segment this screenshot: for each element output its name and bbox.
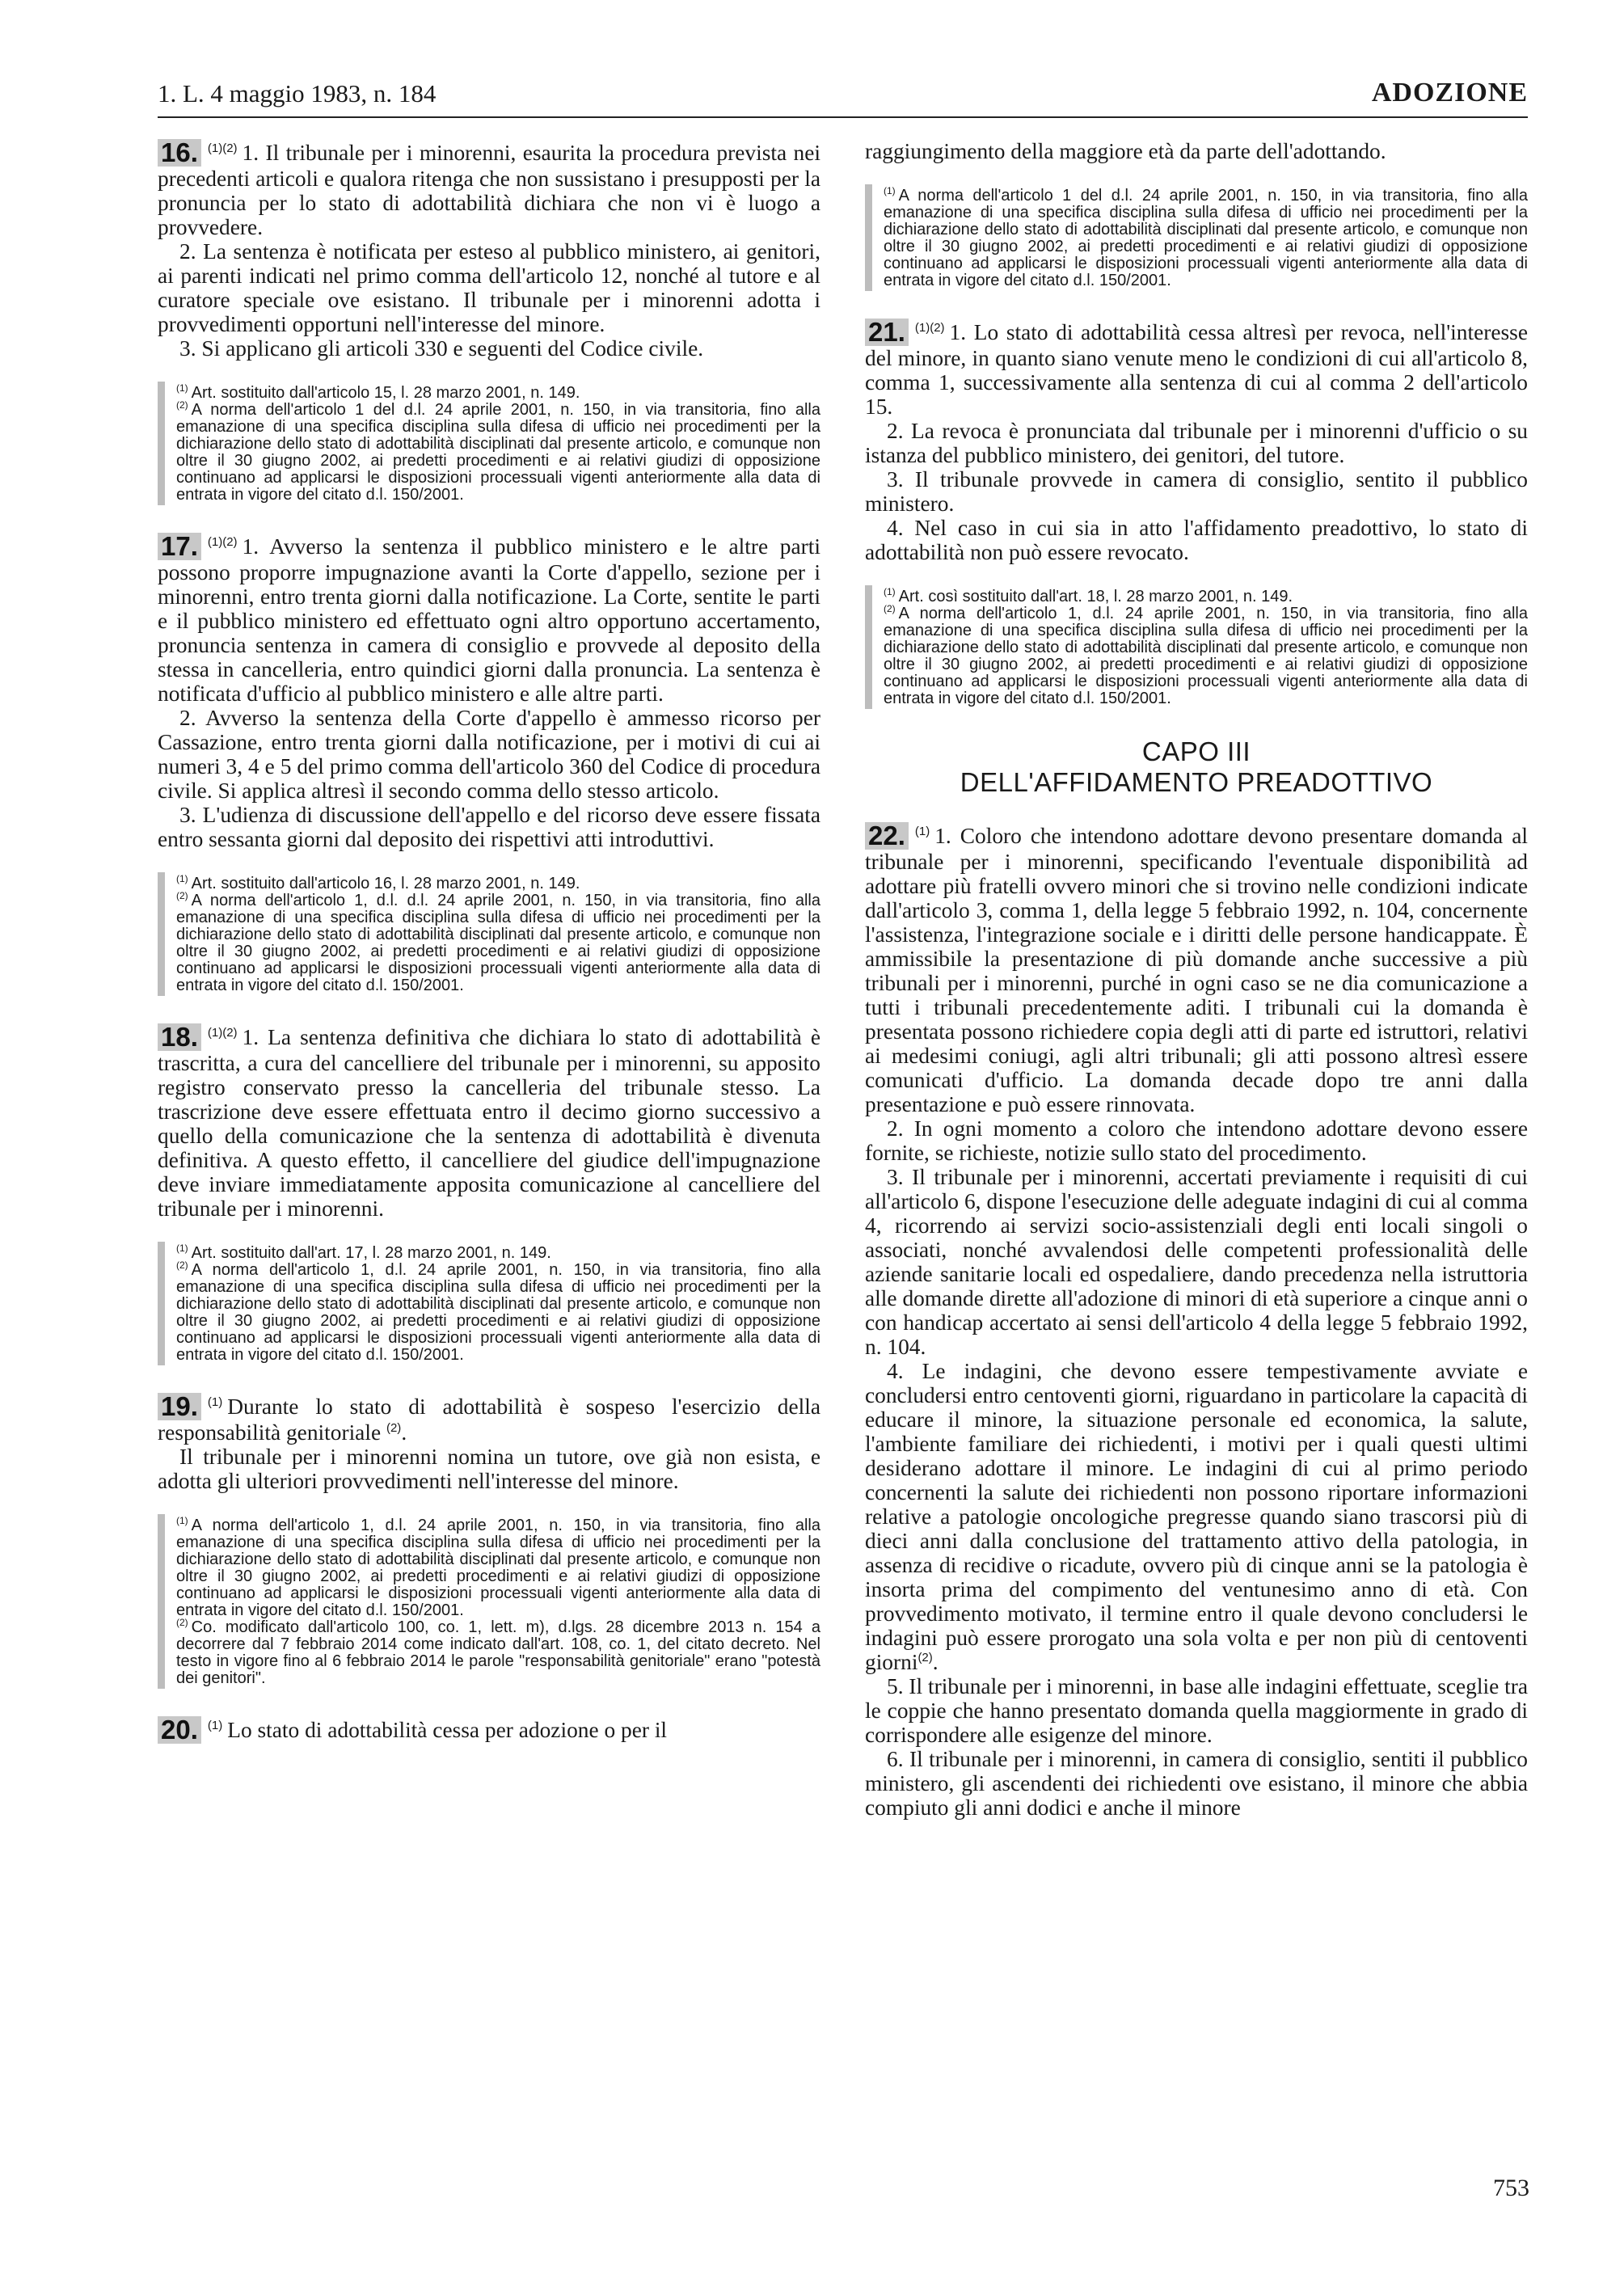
article-17 xyxy=(158,533,820,996)
footnote-text: A norma dell'articolo 1, d.l. 24 aprile 2001, n. 150, in via transitoria, fino alla emanazione di una specifica disciplina sulla difesa di ufficio nei procedimenti per la dichiarazione dello stato di adottabilità disciplinati dal presente articolo, e comunque non oltre il 30 giugno 2002, ai predetti procedimenti e ai relativi giudizi di opposizione continuano ad applicarsi le disposizioni processuali vigenti anteriormente alla data di entrata in vigore del citato d.l. 150/2001. xyxy=(176,1261,820,1364)
paragraph-text: Durante lo stato di adottabilità è sospeso l'esercizio della responsabilità genitoriale xyxy=(158,1394,820,1445)
footnotes-box xyxy=(158,1514,820,1689)
article-number: 17. xyxy=(158,533,201,560)
footnote-text: A norma dell'articolo 1 del d.l. 24 aprile 2001, n. 150, in via transitoria, fino alla emanazione di una specifica disciplina sulla difesa di ufficio nei procedimenti per la dichiarazione dello stato di adottabilità disciplinati dal presente articolo, e comunque non oltre il 30 giugno 2002, ai predetti procedimenti e ai relativi giudizi di opposizione continuano ad applicarsi le disposizioni processuali vigenti anteriormente alla data di entrata in vigore del citato d.l. 150/2001. xyxy=(884,187,1528,289)
article-paragraph: 3. L'udienza di discussione dell'appello e del ricorso deve essere fissata entro sessanta giorni dal deposito dei rispettivi atti introduttivi. xyxy=(158,803,820,851)
footnote-text: Art. sostituito dall'articolo 16, l. 28 marzo 2001, n. 149. xyxy=(191,875,580,892)
article-paragraph: 2. In ogni momento a coloro che intendono adottare devono essere fornite, se richieste, notizie sullo stato del procedimento. xyxy=(865,1116,1528,1165)
article-paragraph: 3. Il tribunale per i minorenni, accertati previamente i requisiti di cui all'articolo 6, dispone l'esecuzione delle adeguate indagini di cui al comma 4, ricorrendo ai servizi socio-assistenziali degli enti locali singoli o associati, nonché avvalendosi delle competenti professionalità delle aziende sanitarie locali ed ospedaliere, dando precedenza nella istruttoria alle domande dirette all'adozione di minori di età superiore a cinque anni o con handicap accertato ai sensi dell'articolo 4 della legge 5 febbraio 1992, n. 104. xyxy=(865,1165,1528,1359)
article-paragraph: 4. Le indagini, che devono essere tempestivamente avviate e concludersi entro centoventi giorni, riguardano in particolare la capacità di educare il minore, la situazione personale ed economica, la salute, l'ambiente familiare dei richiedenti, i motivi per i quali questi ultimi desiderano adottare il minore. Le indagini di cui al primo periodo concernenti la salute dei richiedenti non possono riportare informazioni relative a patologie oncologiche pregresse quando siano trascorsi più di dieci anni dalla conclusione del trattamento attivo della patologia, in assenza di recidive o ricadute, ovvero più di cinque anni se la patologia è insorta prima del compimento del ventunesimo anno di età. Con provvedimento motivato, il termine entro il quale devono concludersi le indagini può essere prorogato una sola volta e per non più di centoventi giorni$^{(2)}$. xyxy=(865,1359,1528,1674)
right-column xyxy=(865,139,1528,1847)
article-21 xyxy=(865,319,1528,709)
footnote-marker: (1) xyxy=(176,1243,188,1255)
footnote-ref: (1)(2) xyxy=(207,141,238,155)
footnote xyxy=(884,605,1528,707)
article-22 xyxy=(865,822,1528,1820)
paragraph-text: 1. Coloro che intendono adottare devono presentare domanda al tribunale per i minorenni, specificando l'eventuale disponibilità ad adottare più fratelli ovvero minori che si trovino nelle condizioni indicate dall'articolo 3, comma 1, della legge 5 febbraio 1992, n. 104, concernente l'assistenza, l'integrazione sociale e i diritti delle persone handicappate. È ammissibile la presentazione di più domande anche successive a più tribunali per i minorenni, purché in ogni caso se ne dia comunicazione a tutti i tribunali precedentemente aditi. I tribunali cui la domanda è presentata possono richiedere copia degli atti di parte ed istruttori, relativi ai medesimi coniugi, agli altri tribunali; gli atti possono altresì essere comunicati d'ufficio. La domanda decade dopo tre anni dalla presentazione e può essere rinnovata. xyxy=(865,824,1528,1116)
page-number: 753 xyxy=(1493,2175,1529,2201)
article-number: 18. xyxy=(158,1023,201,1051)
article-paragraph xyxy=(865,319,1528,419)
footnote xyxy=(176,382,820,402)
header-law-title: 1. L. 4 maggio 1983, n. 184 xyxy=(158,79,437,108)
article-number: 19. xyxy=(158,1393,201,1420)
paragraph-text: 1. Lo stato di adottabilità cessa altresì per revoca, nell'interesse del minore, in quanto siano venute meno le condizioni di cui all'articolo 8, comma 1, successivamente alla sentenza di cui al comma 2 dell'articolo 15. xyxy=(865,320,1528,419)
article-paragraph: 3. Si applicano gli articoli 330 e seguenti del Codice civile. xyxy=(179,336,704,361)
footnote-ref: (1) xyxy=(914,824,930,838)
paragraph-text: 1. La sentenza definitiva che dichiara lo stato di adottabilità è trascritta, a cura del cancelliere del tribunale per i minorenni, su apposito registro conservato presso la cancelleria del tribunale stesso. La trascrizione deve essere effettuata entro il decimo giorno successivo a quello della comunicazione che la sentenza di adottabilità è divenuta definitiva. A questo effetto, il cancelliere del giudice dell'impugnazione deve inviare immediatamente apposita comunicazione al cancelliere del tribunale per i minorenni. xyxy=(158,1025,820,1221)
footnote xyxy=(176,875,820,892)
footnote-marker: (2) xyxy=(176,1259,188,1272)
article-number: 20. xyxy=(158,1716,201,1744)
footnotes-box xyxy=(865,184,1528,291)
footnotes-box xyxy=(865,585,1528,709)
article-number: 16. xyxy=(158,139,201,167)
footnote-ref: (1) xyxy=(207,1394,223,1409)
footnote-text: Art. sostituito dall'art. 17, l. 28 marzo 2001, n. 149. xyxy=(191,1244,551,1262)
article-16 xyxy=(158,139,820,505)
footnote-ref: (1)(2) xyxy=(914,320,945,335)
chapter-title: DELL'AFFIDAMENTO PREADOTTIVO xyxy=(960,767,1433,797)
footnote-text: Co. modificato dall'articolo 100, co. 1, lett. m), d.lgs. 28 dicembre 2013 n. 154 a decorrere dal 7 febbraio 2014 come indicato dall'art. 108, co. 1, del citato decreto. Nel testo in vigore fino al 6 febbraio 2014 le parole "responsabilità genitoriale" erano "potestà dei genitori". xyxy=(176,1618,820,1687)
chapter-heading xyxy=(865,736,1528,798)
article-paragraph: raggiungimento della maggiore età da parte dell'adottando. xyxy=(865,139,1386,163)
article-20 xyxy=(158,1716,820,1744)
footnote xyxy=(884,185,1528,289)
footnote-marker: (2) xyxy=(176,1617,188,1629)
article-number: 21. xyxy=(865,319,909,346)
article-18 xyxy=(158,1023,820,1365)
paragraph-text: 4. Le indagini, che devono essere tempestivamente avviate e concludersi entro centoventi giorni, riguardano in particolare la capacità di educare il minore, la situazione personale ed economica, la salute, l'ambiente familiare dei richiedenti, i motivi per i quali questi ultimi desiderano adottare il minore. Le indagini di cui al primo periodo concernenti la salute dei richiedenti non possono riportare informazioni relative a patologie oncologiche pregresse quando siano trascorsi più di dieci anni dalla conclusione del trattamento attivo della patologia, in assenza di recidive o ricadute, ovvero più di cinque anni se la patologia è insorta prima del compimento del ventunesimo anno di età. Con provvedimento motivato, il termine entro il quale devono concludersi le indagini può essere prorogato una sola volta e per non più di centoventi giorni xyxy=(865,1359,1528,1674)
article-paragraph: 5. Il tribunale per i minorenni, in base alle indagini effettuate, sceglie tra le coppie che hanno presentato domanda quella maggiormente in grado di corrispondere alle esigenze del minore. xyxy=(865,1674,1528,1747)
article-paragraph: 2. La sentenza è notificata per esteso al pubblico ministero, ai genitori, ai parenti indicati nel primo comma dell'articolo 12, nonché al tutore e al curatore speciale ove esistano. Il tribunale per i minorenni adotta i provvedimenti opportuni nell'interesse del minore. xyxy=(158,239,820,336)
article-paragraph: 4. Nel caso in cui sia in atto l'affidamento preadottivo, lo stato di adottabilità non può essere revocato. xyxy=(865,516,1528,564)
footnote xyxy=(176,399,820,504)
footnotes-box xyxy=(158,382,820,505)
header-section-title: ADOZIONE xyxy=(1371,78,1528,108)
footnote-marker: (2) xyxy=(176,890,188,902)
article-paragraph xyxy=(865,822,1528,1116)
paragraph-text: 1. Il tribunale per i minorenni, esaurita la procedura prevista nei precedenti articoli e qualora ritenga che non sussistano i presupposti per la pronuncia per lo stato di adottabilità dichiara che non vi è luogo a provvedere. xyxy=(158,141,820,239)
article-paragraph: 19. $^{(1)}$ Durante lo stato di adottabilità è sospeso l'esercizio della responsabilità genitoriale $^{(2)}$. xyxy=(158,1391,820,1445)
article-paragraph xyxy=(158,1023,820,1221)
footnote-marker: (1) xyxy=(176,382,188,394)
footnote xyxy=(176,1619,820,1687)
article-paragraph: 6. Il tribunale per i minorenni, in camera di consiglio, sentiti il pubblico ministero, gli ascendenti dei richiedenti ove esistano, il minore che abbia compiuto gli anni dodici e anche il minore xyxy=(865,1747,1528,1820)
footnote-text: Art. così sostituito dall'art. 18, l. 28 marzo 2001, n. 149. xyxy=(898,588,1293,605)
article-paragraph: 3. Il tribunale provvede in camera di consiglio, sentito il pubblico ministero. xyxy=(865,467,1528,516)
footnote-marker: (2) xyxy=(176,399,188,411)
footnote-text: A norma dell'articolo 1 del d.l. 24 aprile 2001, n. 150, in via transitoria, fino alla emanazione di una specifica disciplina sulla difesa di ufficio nei procedimenti per la dichiarazione dello stato di adottabilità disciplinati dal presente articolo, e comunque non oltre il 30 giugno 2002, ai predetti procedimenti e ai relativi giudizi di opposizione continuano ad applicarsi le disposizioni processuali vigenti anteriormente alla data di entrata in vigore del citato d.l. 150/2001. xyxy=(176,401,820,504)
article-paragraph xyxy=(158,533,820,706)
chapter-number: CAPO III xyxy=(1141,736,1251,766)
footnote xyxy=(176,1517,820,1619)
footnote-text: Art. sostituito dall'articolo 15, l. 28 marzo 2001, n. 149. xyxy=(191,384,580,402)
footnote-marker: (2) xyxy=(884,603,896,615)
paragraph-text: 1. Avverso la sentenza il pubblico ministero e le altre parti possono proporre impugnazione avanti la Corte d'appello, sezione per i minorenni, entro trenta giorni dalla notificazione. La Corte, sentite le parti e il pubblico ministero ed effettuato ogni altro opportuno accertamento, pronuncia sentenza in camera di consiglio e provvede al deposito della stessa in cancelleria, entro quindici giorni dalla pronuncia. La sentenza è notificata d'ufficio al pubblico ministero e alle altre parti. xyxy=(158,534,820,706)
article-20-continuation xyxy=(865,139,1528,291)
running-header xyxy=(158,74,1528,118)
article-paragraph: 2. Avverso la sentenza della Corte d'appello è ammesso ricorso per Cassazione, entro trenta giorni dalla notificazione, per i motivi di cui ai numeri 3, 4 e 5 del primo comma dell'articolo 360 del Codice di procedura civile. Si applica altresì il secondo comma dello stesso articolo. xyxy=(158,706,820,803)
footnote-text: A norma dell'articolo 1, d.l. 24 aprile 2001, n. 150, in via transitoria, fino alla emanazione di una specifica disciplina sulla difesa di ufficio nei procedimenti per la dichiarazione dello stato di adottabilità disciplinati dal presente articolo, e comunque non oltre il 30 giugno 2002, ai predetti procedimenti e ai relativi giudizi di opposizione continuano ad applicarsi le disposizioni processuali vigenti anteriormente alla data di entrata in vigore del citato d.l. 150/2001. xyxy=(176,1517,820,1619)
paragraph-text: Lo stato di adottabilità cessa per adozione o per il xyxy=(227,1718,668,1742)
footnote xyxy=(176,1259,820,1364)
article-paragraph xyxy=(158,139,820,239)
footnote xyxy=(176,1245,820,1262)
footnote-ref: (1)(2) xyxy=(207,1025,238,1040)
footnote-ref: (2) xyxy=(917,1650,933,1664)
article-number: 22. xyxy=(865,822,909,850)
footnote xyxy=(884,586,1528,605)
footnote-text: A norma dell'articolo 1, d.l. d.l. 24 aprile 2001, n. 150, in via transitoria, fino alla emanazione di una specifica disciplina sulla difesa di ufficio nei procedimenti per la dichiarazione dello stato di adottabilità disciplinati dal presente articolo, e comunque non oltre il 30 giugno 2002, ai predetti procedimenti e ai relativi giudizi di opposizione continuano ad applicarsi le disposizioni processuali vigenti anteriormente alla data di entrata in vigore del citato d.l. 150/2001. xyxy=(176,892,820,994)
left-column xyxy=(158,139,820,1771)
article-paragraph: Il tribunale per i minorenni nomina un tutore, ove già non esista, e adotta gli ulteriori provvedimenti nell'interesse del minore. xyxy=(158,1445,820,1493)
footnote-text: A norma dell'articolo 1, d.l. 24 aprile 2001, n. 150, in via transitoria, fino alla emanazione di una specifica disciplina sulla difesa di ufficio nei procedimenti per la dichiarazione dello stato di adottabilità disciplinati dal presente articolo, e comunque non oltre il 30 giugno 2002, ai predetti procedimenti e ai relativi giudizi di opposizione continuano ad applicarsi le disposizioni processuali vigenti anteriormente alla data di entrata in vigore del citato d.l. 150/2001. xyxy=(884,605,1528,707)
footnote-marker: (1) xyxy=(176,873,188,885)
footnotes-box xyxy=(158,1242,820,1365)
footnote-ref: (1)(2) xyxy=(207,534,238,549)
footnote xyxy=(176,892,820,994)
article-paragraph: 2. La revoca è pronunciata dal tribunale per i minorenni d'ufficio o su istanza del pubblico ministero, dei genitori, del tutore. xyxy=(865,419,1528,467)
footnotes-box xyxy=(158,872,820,996)
footnote-ref: (2) xyxy=(386,1420,402,1435)
footnote-marker: (1) xyxy=(884,185,896,197)
footnote-marker: (1) xyxy=(176,1515,188,1527)
footnote-marker: (1) xyxy=(884,586,896,598)
article-paragraph xyxy=(158,1716,820,1744)
article-19 xyxy=(158,1393,820,1689)
footnote-ref: (1) xyxy=(207,1718,223,1732)
